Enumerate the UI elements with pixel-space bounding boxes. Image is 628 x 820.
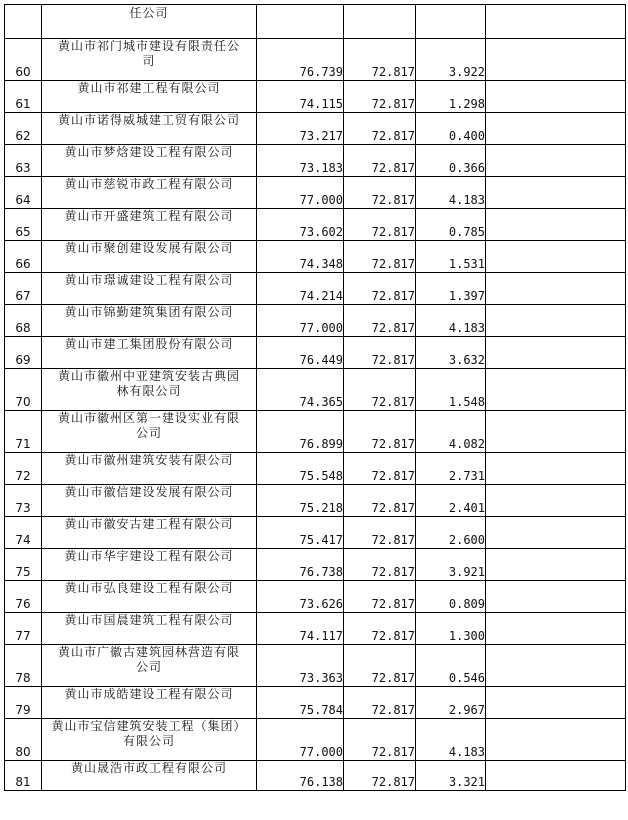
company-name-line: 公司 xyxy=(135,426,162,440)
cell-remark xyxy=(486,549,626,581)
cell-diff xyxy=(416,5,486,39)
cell-score: 77.000 xyxy=(257,719,344,761)
cell-score: 73.217 xyxy=(257,113,344,145)
table-row xyxy=(5,81,626,113)
cell-company-name xyxy=(42,453,257,485)
company-name-text: 黄山市开盛建筑工程有限公司 xyxy=(64,209,234,223)
company-name-line: 黄山市徽州中亚建筑安装古典园 xyxy=(57,369,240,383)
cell-diff: 4.082 xyxy=(416,411,486,453)
cell-base: 72.817 xyxy=(344,411,416,453)
cell-diff: 0.785 xyxy=(416,209,486,241)
cell-remark xyxy=(486,305,626,337)
cell-diff: 2.731 xyxy=(416,453,486,485)
cell-remark xyxy=(486,369,626,411)
cell-remark xyxy=(486,337,626,369)
cell-remark xyxy=(486,411,626,453)
cell-score: 76.138 xyxy=(257,761,344,791)
cell-no: 69 xyxy=(5,337,42,369)
cell-company-name xyxy=(42,273,257,305)
table-row xyxy=(5,453,626,485)
cell-company-name xyxy=(42,411,257,453)
cell-score: 73.183 xyxy=(257,145,344,177)
cell-diff: 4.183 xyxy=(416,719,486,761)
cell-remark xyxy=(486,761,626,791)
table-row xyxy=(5,305,626,337)
cell-company-name xyxy=(42,177,257,209)
cell-no: 77 xyxy=(5,613,42,645)
cell-base: 72.817 xyxy=(344,453,416,485)
cell-base: 72.817 xyxy=(344,241,416,273)
table-row xyxy=(5,517,626,549)
cell-no: 65 xyxy=(5,209,42,241)
cell-no: 66 xyxy=(5,241,42,273)
cell-score: 74.115 xyxy=(257,81,344,113)
cell-remark xyxy=(486,453,626,485)
cell-remark xyxy=(486,645,626,687)
cell-diff: 3.922 xyxy=(416,39,486,81)
cell-base: 72.817 xyxy=(344,177,416,209)
table-row xyxy=(5,719,626,761)
cell-score: 76.738 xyxy=(257,549,344,581)
cell-diff: 3.921 xyxy=(416,549,486,581)
cell-no: 74 xyxy=(5,517,42,549)
cell-no: 67 xyxy=(5,273,42,305)
cell-diff: 1.300 xyxy=(416,613,486,645)
cell-diff: 1.397 xyxy=(416,273,486,305)
cell-company-name xyxy=(42,719,257,761)
company-name-text: 黄山市诺得威城建工贸有限公司 xyxy=(57,113,240,127)
cell-score: 75.417 xyxy=(257,517,344,549)
cell-diff: 0.366 xyxy=(416,145,486,177)
cell-base: 72.817 xyxy=(344,39,416,81)
cell-diff: 2.600 xyxy=(416,517,486,549)
company-name-line: 黄山市广徽古建筑园林营造有限 xyxy=(57,645,240,659)
cell-base: 72.817 xyxy=(344,687,416,719)
cell-no: 80 xyxy=(5,719,42,761)
cell-base: 72.817 xyxy=(344,485,416,517)
table-row-partial xyxy=(5,5,626,39)
cell-diff: 0.809 xyxy=(416,581,486,613)
cell-diff: 3.632 xyxy=(416,337,486,369)
cell-no: 60 xyxy=(5,39,42,81)
cell-diff: 4.183 xyxy=(416,305,486,337)
company-name-text: 黄山市聚创建设发展有限公司 xyxy=(64,241,234,255)
cell-score: 74.348 xyxy=(257,241,344,273)
cell-base: 72.817 xyxy=(344,305,416,337)
cell-score: 74.214 xyxy=(257,273,344,305)
table-row xyxy=(5,687,626,719)
table-row xyxy=(5,549,626,581)
cell-no: 62 xyxy=(5,113,42,145)
cell-base: 72.817 xyxy=(344,645,416,687)
cell-base: 72.817 xyxy=(344,581,416,613)
cell-company-name xyxy=(42,761,257,791)
cell-diff: 0.400 xyxy=(416,113,486,145)
company-name-line: 黄山市宝信建筑安装工程（集团） xyxy=(51,719,247,733)
company-name-line: 黄山市徽州区第一建设实业有限 xyxy=(57,411,240,425)
cell-score xyxy=(257,5,344,39)
cell-remark xyxy=(486,687,626,719)
cell-base: 72.817 xyxy=(344,369,416,411)
cell-company-name xyxy=(42,145,257,177)
cell-no: 72 xyxy=(5,453,42,485)
cell-base: 72.817 xyxy=(344,145,416,177)
cell-company-name xyxy=(42,549,257,581)
cell-score: 74.117 xyxy=(257,613,344,645)
table-row xyxy=(5,613,626,645)
table-row xyxy=(5,485,626,517)
cell-company-name xyxy=(42,581,257,613)
cell-company-name xyxy=(42,645,257,687)
company-name-text: 黄山市璟诚建设工程有限公司 xyxy=(64,273,234,287)
cell-no: 63 xyxy=(5,145,42,177)
cell-score: 73.626 xyxy=(257,581,344,613)
cell-diff: 0.546 xyxy=(416,645,486,687)
cell-no: 61 xyxy=(5,81,42,113)
company-name-line: 公司 xyxy=(135,660,162,674)
cell-remark xyxy=(486,113,626,145)
company-name-line: 林有限公司 xyxy=(116,384,182,398)
cell-no: 68 xyxy=(5,305,42,337)
company-name-text: 任公司 xyxy=(129,6,169,20)
company-name-text: 黄山市华宇建设工程有限公司 xyxy=(64,549,234,563)
cell-company-name xyxy=(42,209,257,241)
table-row xyxy=(5,761,626,791)
company-name-text: 黄山市弘良建设工程有限公司 xyxy=(64,581,234,595)
company-name-text: 黄山市梦焓建设工程有限公司 xyxy=(64,145,234,159)
cell-no: 64 xyxy=(5,177,42,209)
company-name-text: 黄山市徽信建设发展有限公司 xyxy=(64,485,234,499)
company-name-text: 黄山市锦勤建筑集团有限公司 xyxy=(64,305,234,319)
cell-diff: 2.967 xyxy=(416,687,486,719)
cell-base: 72.817 xyxy=(344,113,416,145)
cell-company-name xyxy=(42,613,257,645)
cell-score: 77.000 xyxy=(257,177,344,209)
cell-no: 79 xyxy=(5,687,42,719)
company-name-text: 黄山市国晨建筑工程有限公司 xyxy=(64,613,234,627)
table-row xyxy=(5,337,626,369)
table-body xyxy=(5,5,626,791)
table-row xyxy=(5,209,626,241)
cell-base: 72.817 xyxy=(344,549,416,581)
cell-company-name xyxy=(42,81,257,113)
cell-company-name xyxy=(42,39,257,81)
cell-remark xyxy=(486,39,626,81)
company-name-line: 有限公司 xyxy=(122,734,175,748)
cell-remark xyxy=(486,5,626,39)
cell-company-name xyxy=(42,241,257,273)
table-row xyxy=(5,581,626,613)
cell-company-name xyxy=(42,369,257,411)
cell-diff: 4.183 xyxy=(416,177,486,209)
cell-score: 73.363 xyxy=(257,645,344,687)
cell-score: 75.548 xyxy=(257,453,344,485)
cell-diff: 2.401 xyxy=(416,485,486,517)
cell-remark xyxy=(486,209,626,241)
cell-remark xyxy=(486,517,626,549)
cell-base: 72.817 xyxy=(344,719,416,761)
cell-diff: 1.298 xyxy=(416,81,486,113)
cell-company-name xyxy=(42,337,257,369)
table-row xyxy=(5,273,626,305)
cell-base xyxy=(344,5,416,39)
company-name-text: 黄山市徽安古建工程有限公司 xyxy=(64,517,234,531)
cell-diff: 1.548 xyxy=(416,369,486,411)
cell-remark xyxy=(486,145,626,177)
table-row xyxy=(5,645,626,687)
cell-score: 76.899 xyxy=(257,411,344,453)
cell-score: 73.602 xyxy=(257,209,344,241)
cell-company-name xyxy=(42,113,257,145)
company-name-text: 黄山市徽州建筑安装有限公司 xyxy=(64,453,234,467)
cell-score: 76.449 xyxy=(257,337,344,369)
cell-diff: 3.321 xyxy=(416,761,486,791)
company-name-text: 黄山晟浩市政工程有限公司 xyxy=(70,761,227,775)
cell-no: 73 xyxy=(5,485,42,517)
table-row xyxy=(5,241,626,273)
cell-no: 71 xyxy=(5,411,42,453)
cell-no: 81 xyxy=(5,761,42,791)
table-row xyxy=(5,369,626,411)
cell-base: 72.817 xyxy=(344,517,416,549)
cell-company-name xyxy=(42,485,257,517)
company-name-text: 黄山市祁建工程有限公司 xyxy=(77,81,221,95)
cell-no: 70 xyxy=(5,369,42,411)
cell-score: 76.739 xyxy=(257,39,344,81)
cell-remark xyxy=(486,273,626,305)
cell-remark xyxy=(486,485,626,517)
cell-no: 78 xyxy=(5,645,42,687)
table-row xyxy=(5,39,626,81)
cell-score: 77.000 xyxy=(257,305,344,337)
results-table xyxy=(4,4,626,791)
cell-remark xyxy=(486,241,626,273)
cell-diff: 1.531 xyxy=(416,241,486,273)
cell-no xyxy=(5,5,42,39)
cell-company-name xyxy=(42,5,257,39)
cell-company-name xyxy=(42,305,257,337)
cell-score: 75.784 xyxy=(257,687,344,719)
cell-base: 72.817 xyxy=(344,613,416,645)
cell-base: 72.817 xyxy=(344,337,416,369)
cell-remark xyxy=(486,81,626,113)
cell-no: 76 xyxy=(5,581,42,613)
cell-remark xyxy=(486,177,626,209)
company-name-line: 黄山市祁门城市建设有限责任公 xyxy=(57,39,240,53)
cell-base: 72.817 xyxy=(344,81,416,113)
table-row xyxy=(5,411,626,453)
table-row xyxy=(5,177,626,209)
company-name-text: 黄山市成皓建设工程有限公司 xyxy=(64,687,234,701)
company-name-text: 黄山市慈锐市政工程有限公司 xyxy=(64,177,234,191)
cell-remark xyxy=(486,613,626,645)
cell-remark xyxy=(486,581,626,613)
cell-company-name xyxy=(42,517,257,549)
cell-score: 74.365 xyxy=(257,369,344,411)
company-name-line: 司 xyxy=(142,54,156,68)
table-row xyxy=(5,145,626,177)
cell-score: 75.218 xyxy=(257,485,344,517)
cell-company-name xyxy=(42,687,257,719)
cell-base: 72.817 xyxy=(344,761,416,791)
cell-base: 72.817 xyxy=(344,209,416,241)
cell-remark xyxy=(486,719,626,761)
company-name-text: 黄山市建工集团股份有限公司 xyxy=(64,337,234,351)
cell-base: 72.817 xyxy=(344,273,416,305)
table-row xyxy=(5,113,626,145)
cell-no: 75 xyxy=(5,549,42,581)
